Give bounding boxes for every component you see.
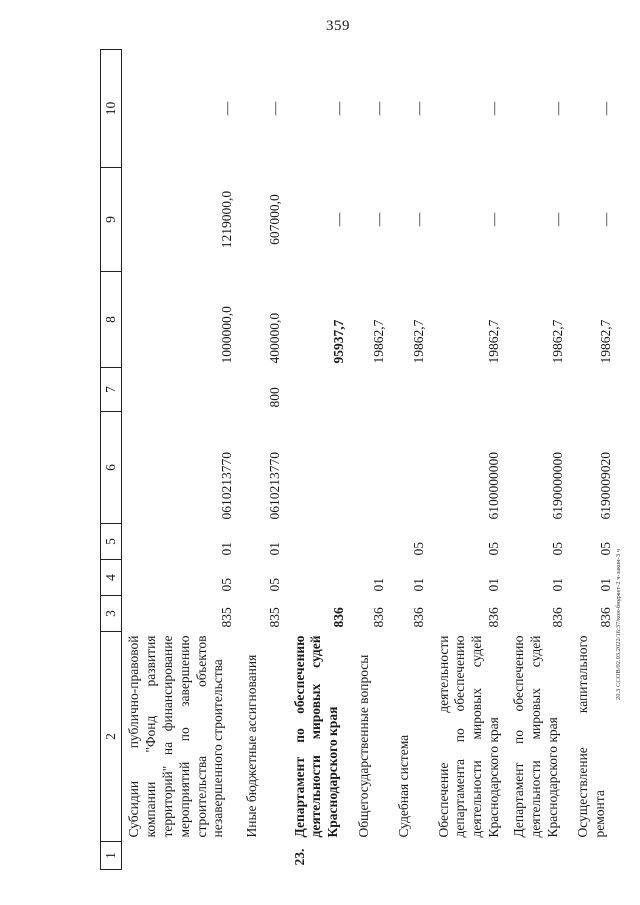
table-cell-c8: 19862,7 <box>486 319 502 364</box>
table-cell-c9: — <box>598 212 614 227</box>
table-cell-c8: 400000,0 <box>266 312 282 364</box>
filler-cell <box>619 524 623 560</box>
table-cell-name: Департамент по обеспечению деятельности мировых судей Краснодарского края <box>511 635 560 838</box>
table-cell-c3: 835 <box>266 607 282 628</box>
table-cell-c7 <box>122 368 240 412</box>
table-cell-c4: 01 <box>370 578 386 592</box>
table-cell-c10: — <box>218 101 234 116</box>
table-cell-name: Общегосударственные вопросы <box>355 654 371 838</box>
header-cell: 2 <box>101 632 122 842</box>
table-cell-c10: — <box>486 101 502 116</box>
header-row <box>101 50 122 870</box>
header-cell: 5 <box>101 524 122 560</box>
table-cell-c4: 01 <box>550 578 566 592</box>
table-cell-c7: 800 <box>266 387 282 408</box>
filler-cell <box>619 368 623 412</box>
header-cell: 9 <box>101 168 122 272</box>
table-cell-num <box>432 842 508 870</box>
table-cell-c6: 0610213770 <box>218 452 234 520</box>
page-number: 359 <box>326 18 350 34</box>
filler-cell <box>619 272 623 368</box>
table-cell-c8: 95937,7 <box>330 319 346 364</box>
table-cell-c3: 836 <box>486 607 502 628</box>
table-cell-c8: 19862,7 <box>598 319 614 364</box>
table-cell-c10: — <box>266 101 282 116</box>
table-cell-c4: 01 <box>410 578 426 592</box>
table-cell-c8: 1000000,0 <box>218 306 234 364</box>
table-cell-c9: 1219000,0 <box>218 190 234 249</box>
table-row <box>432 50 508 870</box>
table-cell-name: Департамент по обеспечению деятельности мировых судей Краснодарского края <box>291 635 341 838</box>
table-cell-c10: — <box>370 101 386 116</box>
filler-cell <box>619 596 623 632</box>
table-cell-c9: — <box>486 212 502 227</box>
table-cell-num <box>352 842 392 870</box>
table-cell-c7 <box>288 368 352 412</box>
table-cell-c5: 05 <box>598 542 614 556</box>
table-cell-c6: 6100000000 <box>486 452 502 520</box>
table-cell-c4: 01 <box>598 578 614 592</box>
table-cell-c10: — <box>410 101 426 116</box>
budget-table <box>100 49 623 870</box>
table-cell-c7 <box>352 368 392 412</box>
table-row <box>392 50 432 870</box>
table-cell-num <box>392 842 432 870</box>
table-row <box>352 50 392 870</box>
table-body <box>101 50 624 870</box>
filler-cell <box>619 412 623 524</box>
header-cell: 10 <box>101 50 122 168</box>
table-cell-c9: — <box>370 212 386 227</box>
table-cell-c9: 607000,0 <box>266 194 282 245</box>
table-row <box>122 50 240 870</box>
filler-row <box>619 50 623 870</box>
header-cell: 1 <box>101 842 122 870</box>
table-row <box>288 50 352 870</box>
table-cell-num <box>571 842 619 870</box>
filler-cell <box>619 560 623 596</box>
filler-cell <box>619 168 623 272</box>
table-cell-c6 <box>352 412 392 524</box>
table-cell-c7 <box>571 368 619 412</box>
table-cell-c3: 835 <box>218 607 234 628</box>
table-row <box>571 50 619 870</box>
table-cell-c5 <box>288 524 352 560</box>
table-cell-c8: 19862,7 <box>370 319 386 364</box>
table-cell-name: Судебная система <box>395 734 411 838</box>
table-cell-c4 <box>288 560 352 596</box>
table-cell-num <box>122 842 240 870</box>
table-cell-c3: 836 <box>598 607 614 628</box>
table-cell-c9: — <box>410 212 426 227</box>
table-cell-num <box>507 842 571 870</box>
table-cell-c7 <box>392 368 432 412</box>
table-cell-c7 <box>507 368 571 412</box>
table-cell-c5 <box>352 524 392 560</box>
header-cell: 7 <box>101 368 122 412</box>
filler-cell <box>619 50 623 168</box>
rotated-table-wrapper <box>100 50 620 870</box>
table-cell-c4: 01 <box>486 578 502 592</box>
table-cell-c6: 0610213770 <box>266 452 282 520</box>
table-cell-c5: 05 <box>550 542 566 556</box>
filler-cell <box>619 632 623 842</box>
table-cell-c5: 05 <box>410 542 426 556</box>
table-cell-num: 23. <box>291 848 307 866</box>
table-cell-c5: 01 <box>218 542 234 556</box>
table-cell-name: Осуществление капитального ремонта <box>575 635 607 838</box>
table-cell-c9: — <box>330 212 346 227</box>
table-cell-c6: 6190009020 <box>598 452 614 520</box>
table-cell-c10: — <box>330 101 346 116</box>
table-cell-c8: 19862,7 <box>550 319 566 364</box>
header-cell: 3 <box>101 596 122 632</box>
table-cell-name: Обеспечение деятельности департамента по обеспечению деятельности мировых судей Краснодарского края <box>435 635 502 838</box>
table-cell-c4: 05 <box>266 578 282 592</box>
table-cell-c5: 05 <box>486 542 502 556</box>
side-note: 20.3 ССОВ/02.03.2022/16:37/кон-бюджет-2 ч-закон-3 ч <box>615 549 622 700</box>
table-cell-c10: — <box>598 101 614 116</box>
table-cell-c5: 01 <box>266 542 282 556</box>
table-cell-c4: 05 <box>218 578 234 592</box>
table-cell-c10: — <box>550 101 566 116</box>
header-cell: 6 <box>101 412 122 524</box>
header-cell: 4 <box>101 560 122 596</box>
header-cell: 8 <box>101 272 122 368</box>
table-cell-c7 <box>432 368 508 412</box>
filler-cell <box>619 842 623 870</box>
table-cell-c8: 19862,7 <box>410 319 426 364</box>
table-cell-name: Иные бюджетные ассигнования <box>243 654 259 838</box>
table-cell-c6: 6190000000 <box>550 452 566 520</box>
table-cell-c9: — <box>550 212 566 227</box>
table-row <box>240 50 288 870</box>
table-cell-c6 <box>288 412 352 524</box>
table-cell-c3: 836 <box>330 607 346 628</box>
table-cell-num <box>240 842 288 870</box>
table-cell-name: Субсидии публично-правовой компании "Фонд развития территорий" на финансирование мероприятий по завершению строительства объектов незавершенного строительства <box>126 635 226 838</box>
table-cell-c3: 836 <box>410 607 426 628</box>
table-cell-c3: 836 <box>550 607 566 628</box>
table-cell-c6 <box>392 412 432 524</box>
table-row <box>507 50 571 870</box>
table-cell-c3: 836 <box>370 607 386 628</box>
